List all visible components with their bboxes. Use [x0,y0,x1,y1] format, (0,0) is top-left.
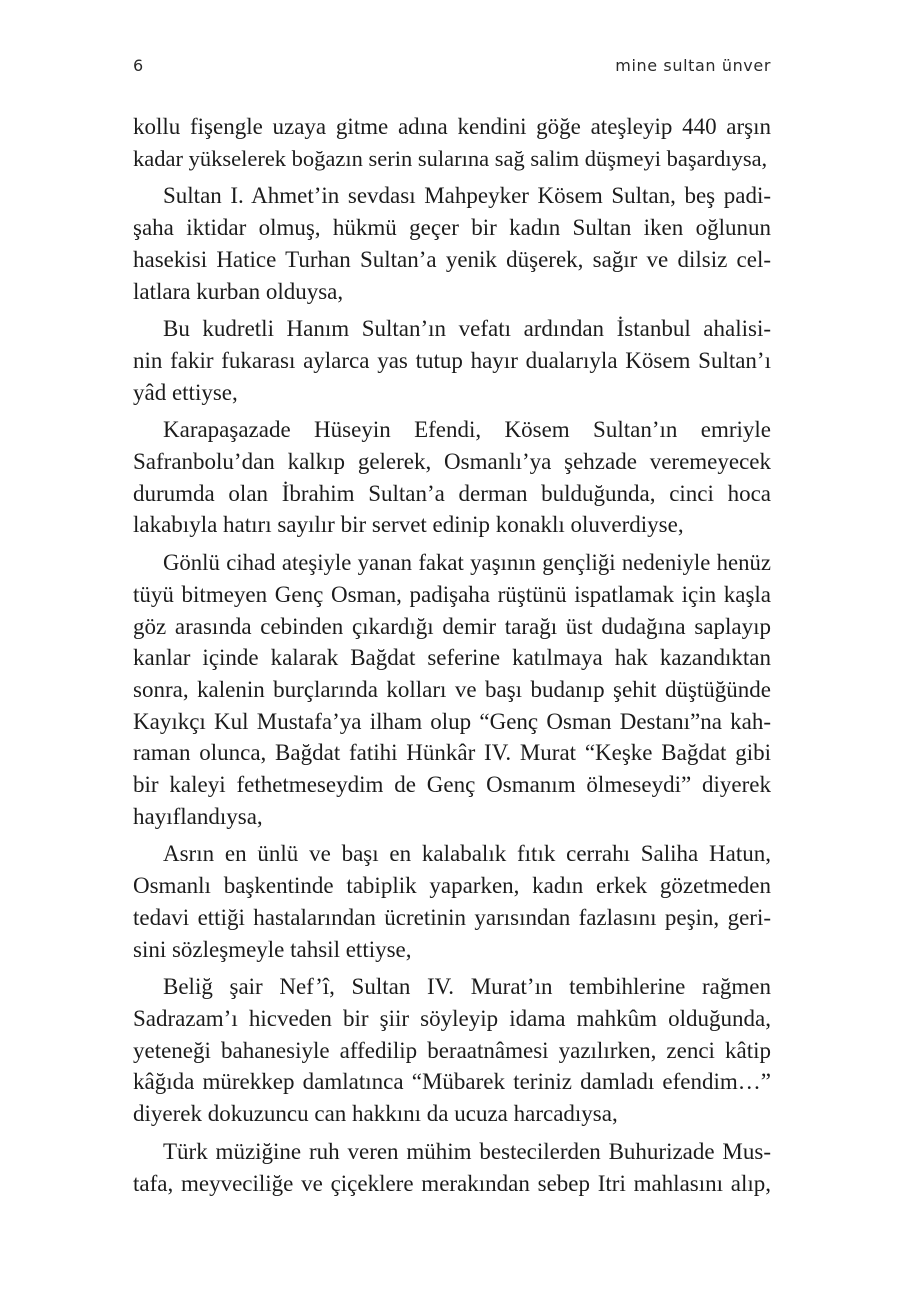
text-line: hasekisi Hatice Turhan Sultan’a yenik düşerek, sağır ve dilsiz cel- [133,246,771,272]
text-line: durumda olan İbrahim Sultan’a derman bulduğunda, cinci hoca [133,480,771,506]
paragraph-6 [133,838,771,965]
text-line: raman olunca, Bağdat fatihi Hünkâr IV. Murat “Keşke Bağdat gibi [133,740,771,766]
text-line: şaha iktidar olmuş, hükmü geçer bir kadın Sultan iken oğlunun [133,215,771,241]
text-line: Kayıkçı Kul Mustafa’ya ilham olup “Genç Osman Destanı”na kah- [133,708,771,734]
text-line: nin fakir fukarası aylarca yas tutup hayır dualarıyla Kösem Sultan’ı [133,347,771,373]
page-header [133,56,771,82]
text-line: kadar yükselerek boğazın serin sularına sağ salim düşmeyi başardıysa, [133,145,768,171]
text-line: Asrın en ünlü ve başı en kalabalık fıtık cerrahı Saliha Hatun, [163,841,771,867]
text-line: Türk müziğine ruh veren mühim bestecilerden Buhurizade Mus- [163,1138,771,1164]
paragraph-5 [133,547,771,832]
text-line: Sadrazam’ı hicveden bir şiir söyleyip idama mahkûm olduğunda, [133,1005,771,1031]
text-line: latlara kurban olduysa, [133,278,344,304]
text-line: bir kaleyi fethetmeseydim de Genç Osmanım ölmeseydi” diyerek [133,772,771,798]
paragraph-3 [133,313,771,408]
paragraph-7 [133,971,771,1130]
text-line: hayıflandıysa, [133,803,263,829]
text-line: yeteneği bahanesiyle affedilip beraatnâmesi yazılırken, zenci kâtip [133,1037,771,1063]
text-line: sini sözleşmeyle tahsil ettiyse, [133,936,412,962]
text-line: kâğıda mürekkep damlatınca “Mübarek teriniz damladı efendim…” [133,1069,771,1095]
text-line: yâd ettiyse, [133,379,238,405]
text-line: Karapaşazade Hüseyin Efendi, Kösem Sultan’ın emriyle [163,417,771,443]
paragraph-4 [133,414,771,541]
text-line: sonra, kalenin burçlarında kolları ve başı budanıp şehit düştüğünde [133,676,771,702]
page-number: 6 [133,56,144,75]
text-line: kanlar içinde kalarak Bağdat seferine katılmaya hak kazandıktan [133,645,771,671]
text-line: Safranbolu’dan kalkıp gelerek, Osmanlı’ya şehzade veremeyecek [133,449,771,475]
text-line: Gönlü cihad ateşiyle yanan fakat yaşının gençliği nedeniyle henüz [163,550,771,576]
paragraph-1 [133,111,771,174]
text-line: lakabıyla hatırı sayılır bir servet edinip konaklı oluverdiyse, [133,512,684,538]
text-line: Osmanlı başkentinde tabiplik yaparken, kadın erkek gözetmeden [133,873,771,899]
text-line: tafa, meyveciliğe ve çiçeklere merakından sebep Itri mahlasını alıp, [133,1170,771,1196]
paragraph-8 [133,1136,771,1199]
text-line: Bu kudretli Hanım Sultan’ın vefatı ardından İstanbul ahalisi- [163,316,771,342]
text-line: Beliğ şair Nef’î, Sultan IV. Murat’ın tembihlerine rağmen [163,974,771,1000]
text-line: göz arasında cebinden çıkardığı demir tarağı üst dudağına saplayıp [133,613,771,639]
text-line: Sultan I. Ahmet’in sevdası Mahpeyker Kösem Sultan, beş padi- [163,183,771,209]
paragraph-2 [133,180,771,307]
running-head-author: mine sultan ünver [615,56,771,75]
text-line: tedavi ettiği hastalarından ücretinin yarısından fazlasını peşin, geri- [133,904,771,930]
text-line: diyerek dokuzuncu can hakkını da ucuza harcadıysa, [133,1101,618,1127]
text-line: tüyü bitmeyen Genç Osman, padişaha rüştünü ispatlamak için kaşla [133,581,771,607]
text-line: kollu fişengle uzaya gitme adına kendini göğe ateşleyip 440 arşın [133,114,771,139]
book-page-body [133,111,771,1205]
